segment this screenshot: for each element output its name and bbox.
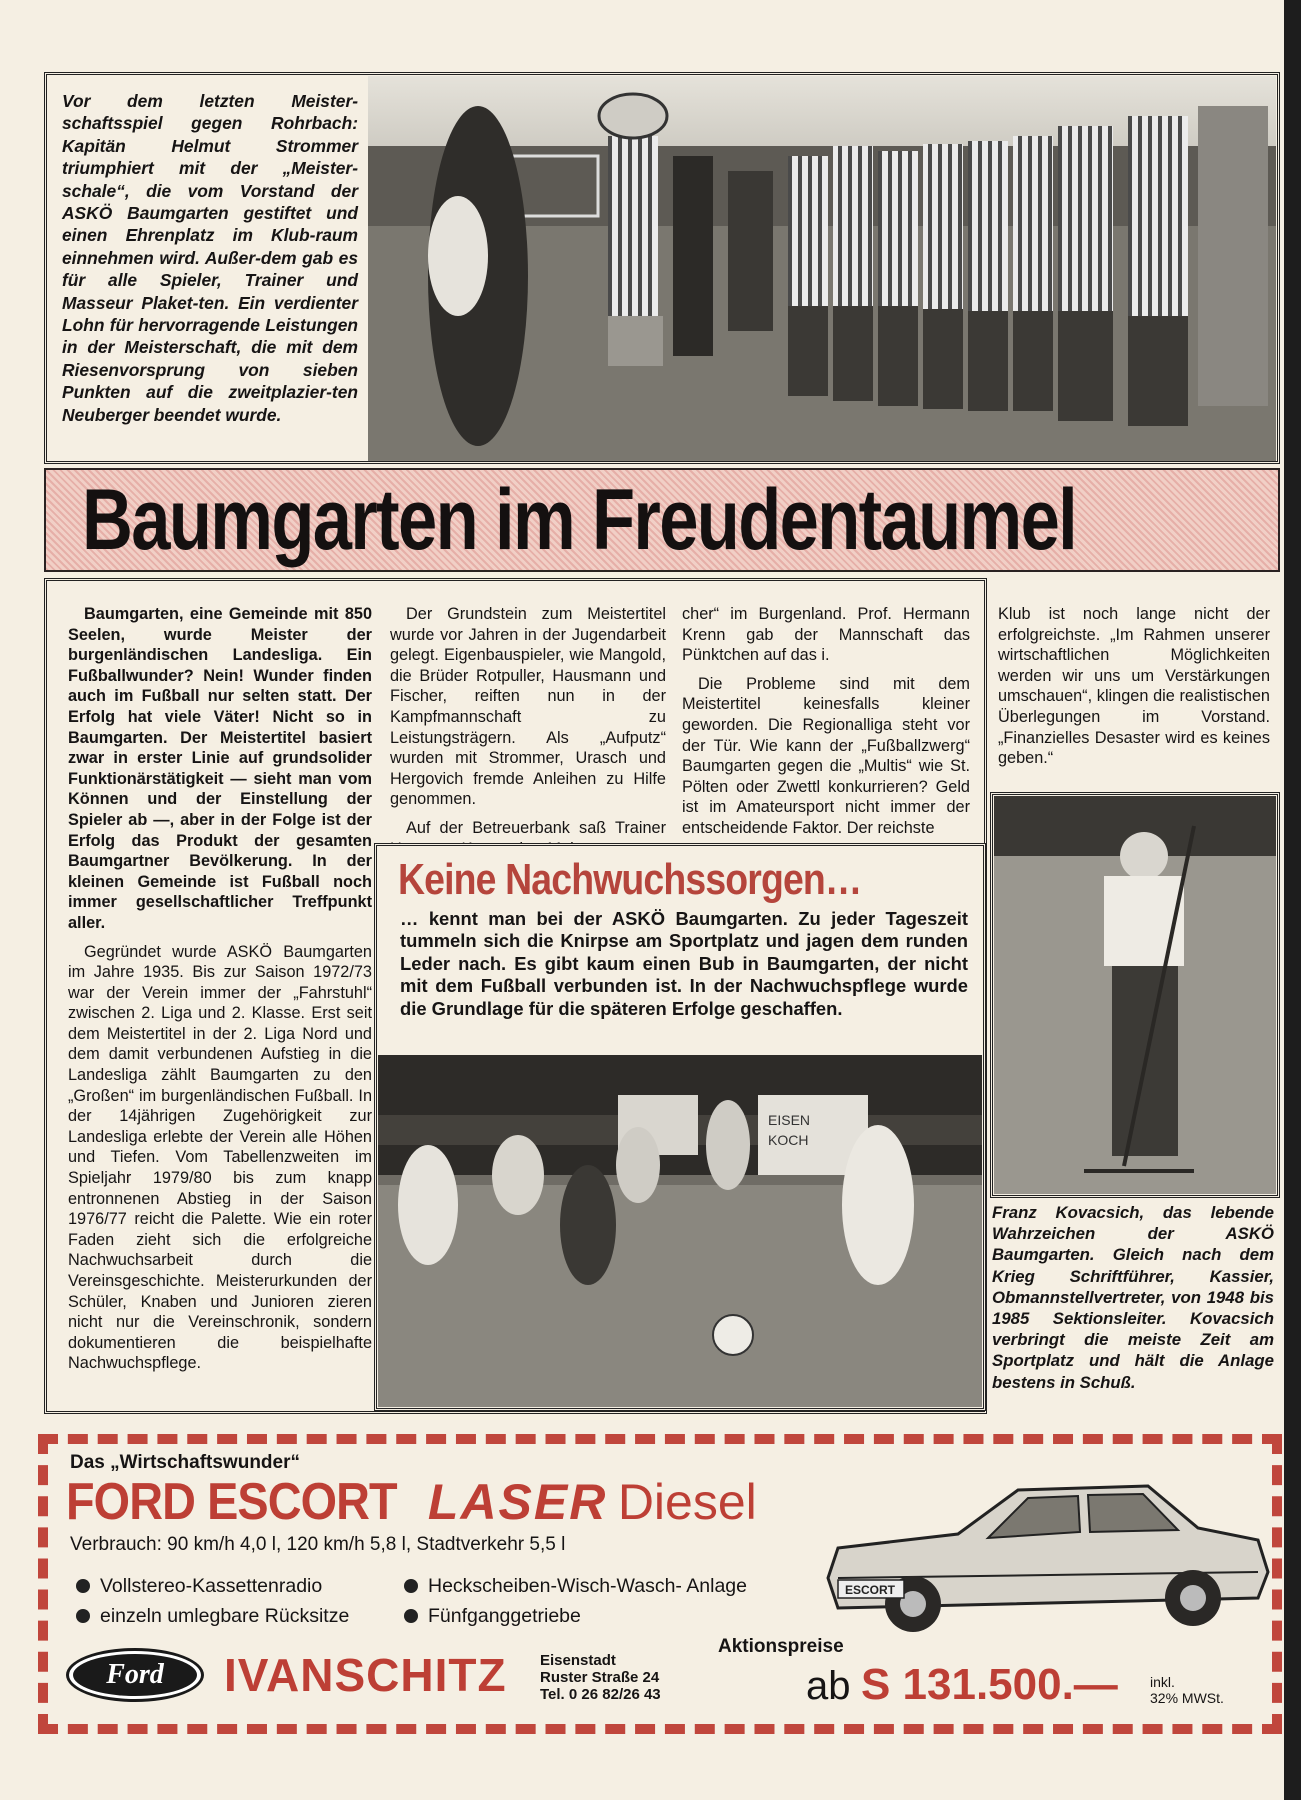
feature-label: Fünfganggetriebe	[428, 1605, 581, 1627]
article-paragraph: Klub ist noch lange nicht der erfolgreichste. „Im Rahmen unserer wirtschaftlichen Möglichkeiten werden wir uns um Verstärkungen umschauen“, klingen die realistischen Überlegungen im Vorstand. „Finanzielles Desaster wird es keines geben.“	[998, 605, 1270, 768]
page-spine	[1284, 0, 1301, 1800]
ford-logo	[66, 1648, 204, 1702]
bullet-icon	[76, 1579, 90, 1593]
bullet-icon	[404, 1609, 418, 1623]
car-plate-text: ESCORT	[845, 1583, 896, 1597]
vat-line: inkl.	[1150, 1674, 1175, 1690]
bullet-icon	[76, 1609, 90, 1623]
address-line: Tel. 0 26 82/26 43	[540, 1686, 661, 1703]
ad-consumption: Verbrauch: 90 km/h 4,0 l, 120 km/h 5,8 l, Stadtverkehr 5,5 l	[70, 1534, 566, 1555]
feature-label: einzeln umlegbare Rücksitze	[100, 1605, 350, 1627]
ad-model-name: FORD ESCORT	[66, 1473, 397, 1531]
car-illustration	[818, 1468, 1272, 1640]
ad-model	[66, 1472, 757, 1532]
feature-item	[76, 1571, 349, 1601]
ad-price	[806, 1660, 1118, 1720]
feature-label: Heckscheiben-Wisch-Wasch- Anlage	[428, 1575, 747, 1597]
youth-box-title: Keine Nachwuchssorgen…	[398, 855, 862, 904]
ad-features-right	[404, 1571, 747, 1631]
bullet-icon	[404, 1579, 418, 1593]
address-line: Eisenstadt	[540, 1652, 616, 1669]
feature-item	[76, 1601, 349, 1631]
ad-features-left	[76, 1571, 349, 1631]
youth-box-text: … kennt man bei der ASKÖ Baumgarten. Zu jeder Tageszeit tummeln sich die Knirpse am Sportplatz und jagen dem runden Leder nach. Es gibt kaum einen Bub in Baumgarten, der nicht mit dem Fußball verbunden ist. In der Nachwuchspflege wurde die Grundlage für die späteren Erfolge geschaffen.	[400, 908, 968, 1019]
feature-item	[404, 1601, 747, 1631]
article-paragraph: Auf der Betreuerbank saß Trainer	[406, 818, 666, 837]
price-prefix: ab	[806, 1664, 851, 1708]
ford-logo-text: Ford	[106, 1659, 164, 1690]
ad-promo: Aktionspreise	[718, 1636, 844, 1657]
ad-kicker: Das „Wirtschaftswunder“	[70, 1452, 300, 1473]
article-lead: Baumgarten, eine Gemeinde mit 850 Seelen, wurde Meister der burgenländischen Landesliga. Ein Fußballwunder? Nein! Wunder finden auch im Fußball nur selten statt. Der Erfolg hat viele Väter! Nicht so in Baumgarten. Der Meistertitel basiert zwar in erster Linie auf grundsolider Funktionärstätigkeit — sieht man vom Können und der Einstellung der Spieler ab —, aber in der Folge ist der Erfolg das Produkt der gesamten Baumgartner Bevölkerung. In der kleinen Gemeinde ist Fußball noch immer gesellschaftlicher Treffpunkt aller.	[68, 605, 372, 932]
article-paragraph: Gegründet wurde ASKÖ Baumgarten im Jahre 1935. Bis zur Saison 1972/73 war der Verein immer der „Fahrstuhl“ zwischen 2. Liga und 2. Klasse. Erst seit dem Meistertitel in der 2. Liga Nord und dem damit verbundenen Aufstieg in die Landesliga zählt Baumgarten zu den „Großen“ im burgenländischen Fußball. In der 14jährigen Zugehörigkeit zur Landesliga erlebte der Verein alle Höhen und Tiefen. Vom Tabellenzweiten im Spieljahr 1979/80 bis zum knapp entronnenen Abstieg in der Saison 1976/77 reicht die Palette. Wie ein roter Faden zieht sich die erfolgreiche Nachwuchsarbeit durch die Vereinsgeschichte. Meisterurkunden der Schüler, Knaben und Junioren zieren nicht nur die Vereinschronik, sondern dokumentieren die beispielhafte Nachwuchspflege.	[68, 942, 372, 1373]
ad-model-diesel: Diesel	[617, 1474, 757, 1530]
article-column-3	[682, 604, 970, 837]
article-column-2	[390, 604, 666, 837]
article-column-4	[998, 604, 1270, 779]
feature-item	[404, 1571, 747, 1601]
side-photo	[994, 796, 1276, 1194]
article-column-1	[68, 604, 372, 1404]
dealer-name: IVANSCHITZ	[224, 1649, 507, 1701]
article-paragraph: cher“ im Burgenland. Prof. Hermann Krenn gab der Mannschaft das Pünktchen auf das i.	[682, 605, 970, 665]
top-photo-caption: Vor dem letzten Meister-schaftsspiel gegen Rohrbach: Kapitän Helmut Strommer triumphiert mit der „Meister-schale“, die vom Vorstand der ASKÖ Baumgarten gestiftet und einen Ehrenplatz im Klub-raum einnehmen wird. Außer-dem gab es für alle Spieler, Trainer und Masseur Plaket-ten. Ein verdienter Lohn für hervorragende Leistungen in der Meisterschaft, die mit dem Riesenvorsprung von sieben Punkten auf die zweitplazier-ten Neuberger beendet wurde.	[62, 91, 358, 425]
dealer-address	[540, 1652, 661, 1703]
photo-sign-text: KOCH	[768, 1132, 809, 1148]
ad-model-laser: LASER	[427, 1474, 608, 1530]
vat-line: 32% MWSt.	[1150, 1690, 1224, 1706]
ad-vat	[1150, 1674, 1224, 1706]
side-photo-caption: Franz Kovacsich, das lebende Wahrzeichen der ASKÖ Baumgarten. Gleich nach dem Krieg Schriftführer, Kassier, Obmannstellvertreter, von 1948 bis 1985 Sektionsleiter. Kovacsich verbringt die meiste Zeit am Sportplatz und hält die Anlage bestens in Schuß.	[992, 1203, 1274, 1392]
photo-sign-text: EISEN	[768, 1112, 811, 1128]
youth-photo	[378, 1055, 982, 1407]
address-line: Ruster Straße 24	[540, 1669, 660, 1686]
ford-logo-inner	[73, 1654, 197, 1696]
team-photo	[368, 76, 1276, 461]
article-paragraph: Die Probleme sind mit dem Meistertitel keinesfalls kleiner geworden. Die Regionalliga steht vor der Tür. Wie kann der „Fußballzwerg“ Baumgarten gegen die „Multis“ wie St. Pölten oder Zwettl konkurrieren? Geld ist im Amateursport nicht immer der entscheidende Faktor. Der reichste	[682, 674, 970, 837]
feature-label: Vollstereo-Kassettenradio	[100, 1575, 323, 1597]
headline: Baumgarten im Freudentaumel	[82, 472, 1077, 568]
article-paragraph: Der Grundstein zum Meistertitel wurde vor Jahren in der Jugendarbeit gelegt. Eigenbauspieler, wie Mangold, die Brüder Rotpuller, Hausmann und Fischer, reiften nun in der Kampfmannschaft zu Leistungsträgern. Als „Aufputz“ wurden mit Strommer, Urasch und Hergovich fremde Anleihen zu Hilfe genommen.	[390, 605, 666, 809]
price-value: S 131.500.—	[860, 1660, 1118, 1709]
